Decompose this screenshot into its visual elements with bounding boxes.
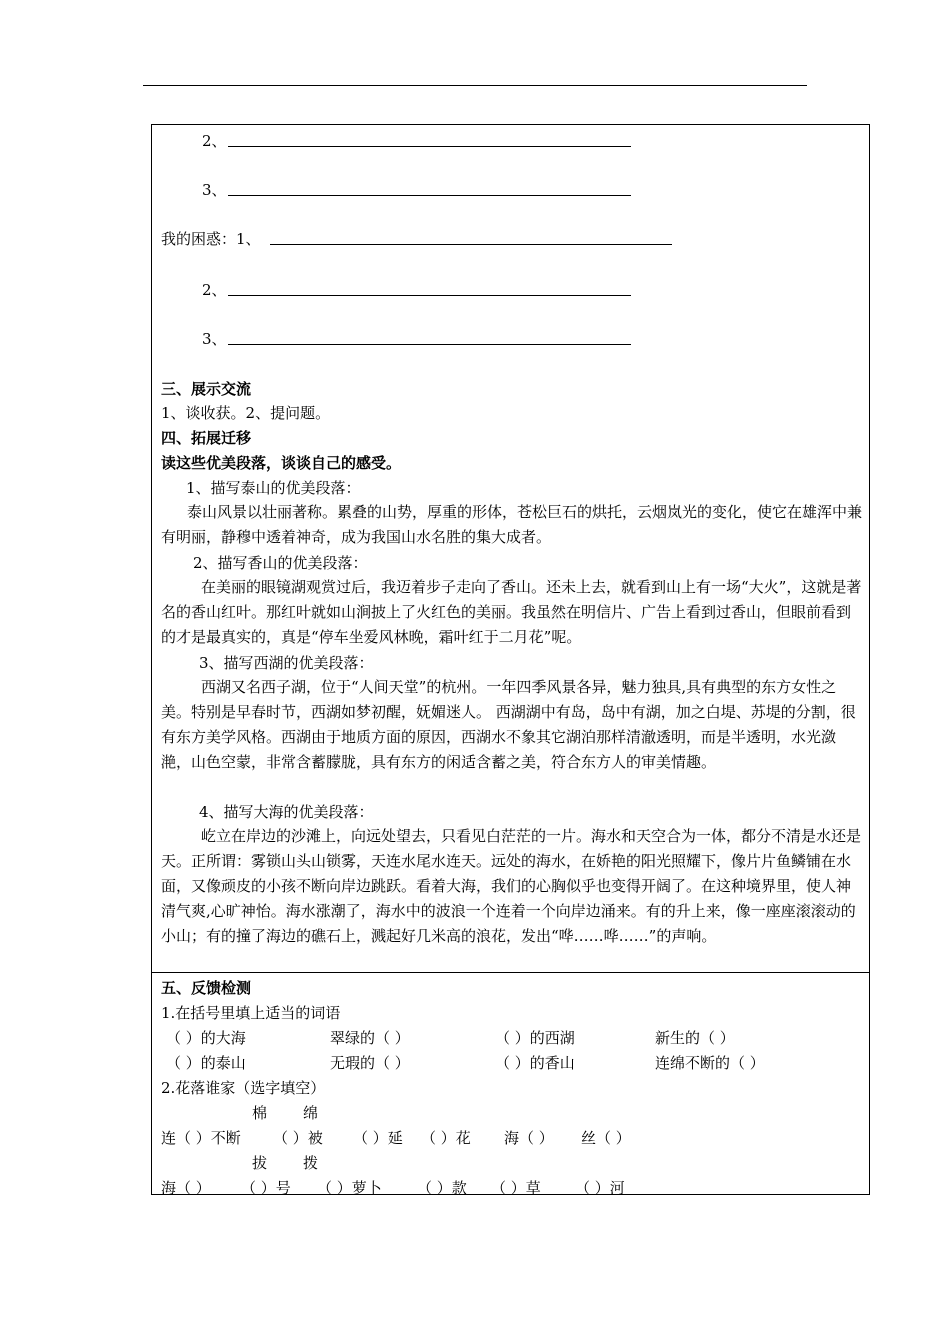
q2-row1-item[interactable]: 海（ ） xyxy=(504,1129,554,1147)
q2-title: 2.花落谁家（选字填空） xyxy=(161,1079,326,1097)
q2-choice-char: 绵 xyxy=(303,1104,319,1122)
section4-title: 四、拓展迁移 xyxy=(161,429,252,447)
q1-title: 1.在括号里填上适当的词语 xyxy=(161,1004,341,1022)
q2-choice-char: 棉 xyxy=(252,1104,268,1122)
q2-row2-item[interactable]: （ ）河 xyxy=(575,1179,625,1197)
q2-row2-item[interactable]: 海（ ） xyxy=(161,1179,211,1197)
section-divider xyxy=(152,972,869,973)
confusion-item-3-blank[interactable] xyxy=(228,344,631,345)
q2-choice-char: 拨 xyxy=(303,1154,319,1172)
section4-instruction: 读这些优美段落，谈谈自己的感受。 xyxy=(161,454,402,472)
q2-row2-item[interactable]: （ ）号 xyxy=(241,1179,291,1197)
confusion-item-2-blank[interactable] xyxy=(228,295,631,296)
q2-row1-item[interactable]: 丝（ ） xyxy=(581,1129,631,1147)
passage2-title: 2、描写香山的优美段落： xyxy=(193,554,368,572)
gain-item-2-label: 2、 xyxy=(202,132,227,150)
q1-row1-item[interactable]: 新生的（ ） xyxy=(655,1029,735,1047)
q2-row1-item[interactable]: （ ）延 xyxy=(353,1129,403,1147)
header-rule xyxy=(143,85,807,86)
q1-row2-item[interactable]: 连绵不断的（ ） xyxy=(655,1054,765,1072)
confusion-item-3-label: 3、 xyxy=(202,330,227,348)
q1-row1-item[interactable]: 翠绿的（ ） xyxy=(330,1029,410,1047)
q1-row2-item[interactable]: （ ）的泰山 xyxy=(166,1054,246,1072)
gain-item-3-blank[interactable] xyxy=(228,195,631,196)
passage1-title: 1、描写泰山的优美段落： xyxy=(186,479,361,497)
q1-row1-item[interactable]: （ ）的西湖 xyxy=(495,1029,575,1047)
q2-row1-item[interactable]: （ ）被 xyxy=(273,1129,323,1147)
passage4-text: 屹立在岸边的沙滩上，向远处望去，只看见白茫茫的一片。海水和天空合为一体，都分不清是水还是天。正所谓：雾锁山头山锁雾，天连水尾水连天。远处的海水，在娇艳的阳光照耀下，像片片鱼鳞铺在水面，又像顽皮的小孩不断向岸边跳跃。看着大海，我们的心胸似乎也变得开阔了。在这种境界里，使人神清气爽,心旷神怡。海水涨潮了，海水中的波浪一个连着一个向岸边涌来。有的升上来，像一座座滚滚动的小山；有的撞了海边的礁石上，溅起好几米高的浪花，发出“哗……哗……”的声响。 xyxy=(161,827,862,945)
passage3-title: 3、描写西湖的优美段落： xyxy=(199,654,374,672)
q2-row1-item[interactable]: （ ）花 xyxy=(421,1129,471,1147)
q2-choice-char: 拔 xyxy=(252,1154,268,1172)
gain-item-2-blank[interactable] xyxy=(228,146,631,147)
section5-title: 五、反馈检测 xyxy=(161,979,252,997)
q2-row2-item[interactable]: （ ）草 xyxy=(491,1179,541,1197)
q1-row1-item[interactable]: （ ）的大海 xyxy=(166,1029,246,1047)
q2-row1-item[interactable]: 连（ ）不断 xyxy=(161,1129,241,1147)
q2-row2-item[interactable]: （ ）款 xyxy=(417,1179,467,1197)
passage3-text: 西湖又名西子湖，位于“人间天堂”的杭州。一年四季风景各异，魅力独具,具有典型的东方女性之美。特别是早春时节，西湖如梦初醒，妩媚迷人。 西湖湖中有岛，岛中有湖，加之白堤、苏堤的分割，很有东方美学风格。西湖由于地质方面的原因，西湖水不象其它湖泊那样清澈透明，而是半透明，水光潋滟，山色空蒙，非常含蓄朦胧，具有东方的闲适含蓄之美，符合东方人的审美情趣。 xyxy=(161,678,856,771)
worksheet-table xyxy=(151,124,870,1195)
section3-body: 1、谈收获。2、提问题。 xyxy=(161,404,331,422)
passage4-title: 4、描写大海的优美段落： xyxy=(199,803,374,821)
q2-row2-item[interactable]: （ ）萝卜 xyxy=(317,1179,382,1197)
passage1-text: 泰山风景以壮丽著称。累叠的山势，厚重的形体，苍松巨石的烘托，云烟岚光的变化，使它在雄浑中兼有明丽，静穆中透着神奇，成为我国山水名胜的集大成者。 xyxy=(161,503,863,546)
confusion-item-1-blank[interactable] xyxy=(270,244,672,245)
q1-row2-item[interactable]: 无瑕的（ ） xyxy=(330,1054,410,1072)
passage2-text: 在美丽的眼镜湖观赏过后，我迈着步子走向了香山。还未上去，就看到山上有一场“大火”，这就是著名的香山红叶。那红叶就如山涧披上了火红色的美丽。我虽然在明信片、广告上看到过香山，但眼前看到的才是最真实的，真是“停车坐爱风林晚，霜叶红于二月花”呢。 xyxy=(161,578,862,646)
gain-item-3-label: 3、 xyxy=(202,181,227,199)
section3-title: 三、展示交流 xyxy=(161,380,252,398)
q1-row2-item[interactable]: （ ）的香山 xyxy=(495,1054,575,1072)
confusion-label: 我的困惑：1、 xyxy=(161,230,261,248)
confusion-item-2-label: 2、 xyxy=(202,281,227,299)
